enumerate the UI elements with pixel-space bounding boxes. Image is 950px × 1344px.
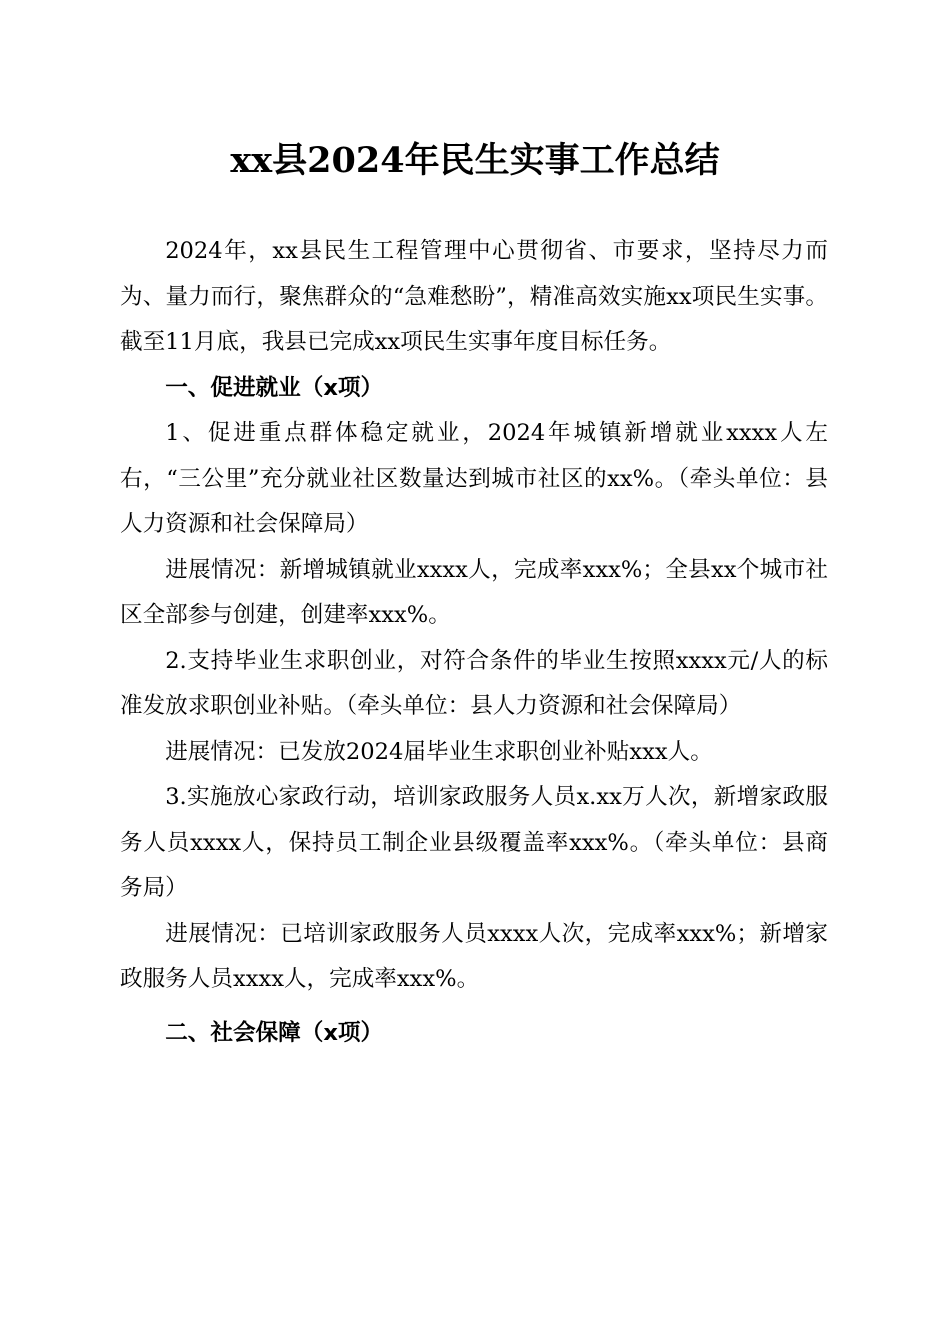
section-heading-employment: 一、促进就业（x项） xyxy=(165,374,384,401)
item-paragraph: 1、促进重点群体稳定就业，2024年城镇新增就业xxxx人左右，“三公里”充分就业社区数量达到城市社区的xx%。（牵头单位：县人力资源和社会保障局） xyxy=(120,420,828,537)
document-title: xx县2024年民生实事工作总结 xyxy=(230,140,720,181)
document-body xyxy=(120,229,828,1056)
item-paragraph: 3.实施放心家政行动，培训家政服务人员x.xx万人次，新增家政服务人员xxxx人，保持员工制企业县级覆盖率xxx%。（牵头单位：县商务局） xyxy=(120,784,828,901)
section-heading-social-security: 二、社会保障（x项） xyxy=(165,1019,384,1046)
intro-paragraph: 2024年，xx县民生工程管理中心贯彻省、市要求，坚持尽力而为、量力而行，聚焦群众的“急难愁盼”，精准高效实施xx项民生实事。截至11月底，我县已完成xx项民生实事年度目标任务。 xyxy=(120,238,828,355)
progress-paragraph: 进展情况：已发放2024届毕业生求职创业补贴xxx人。 xyxy=(165,738,713,765)
progress-paragraph: 进展情况：新增城镇就业xxxx人，完成率xxx%；全县xx个城市社区全部参与创建，创建率xxx%。 xyxy=(120,556,828,628)
item-paragraph: 2.支持毕业生求职创业，对符合条件的毕业生按照xxxx元/人的标准发放求职创业补贴。（牵头单位：县人力资源和社会保障局） xyxy=(120,647,828,719)
progress-paragraph: 进展情况：已培训家政服务人员xxxx人次，完成率xxx%；新增家政服务人员xxxx人，完成率xxx%。 xyxy=(120,920,828,992)
